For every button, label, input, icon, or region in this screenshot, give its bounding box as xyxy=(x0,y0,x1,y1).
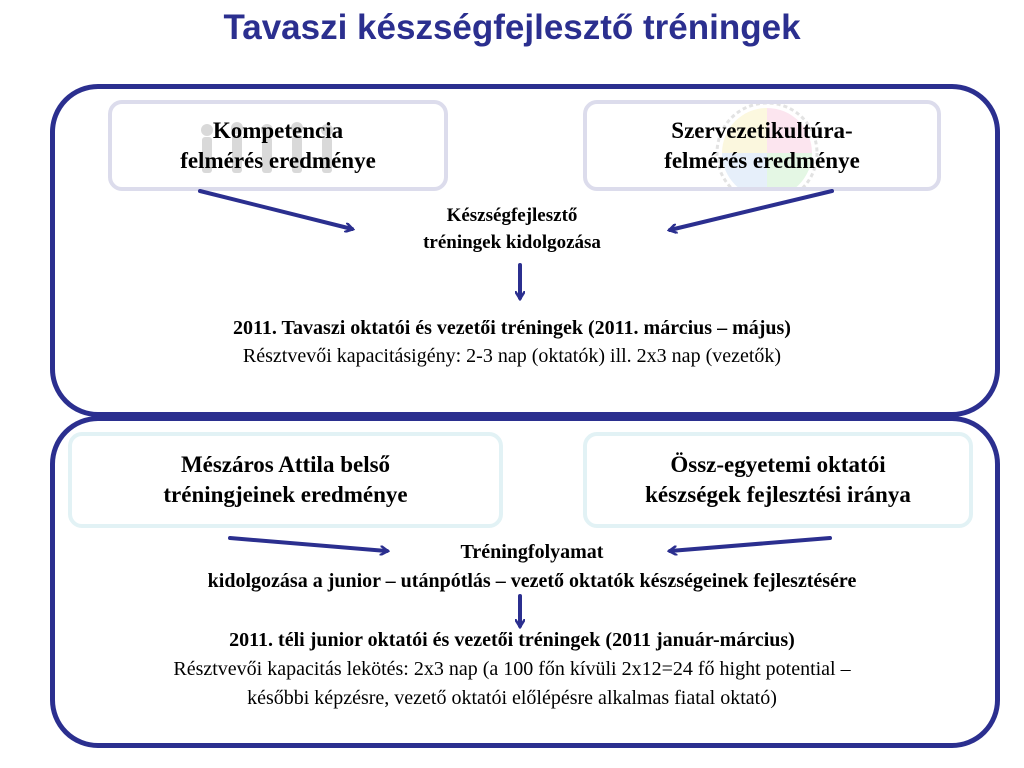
top-merge-line-1: Készségfejlesztő xyxy=(446,205,578,226)
slide-title: Tavaszi készségfejlesztő tréningek xyxy=(223,8,801,47)
university-line-1: Össz-egyetemi oktatói xyxy=(670,452,886,477)
bottom-merge-label xyxy=(20,538,1024,596)
culture-line-1: Szervezetikultúra- xyxy=(671,117,853,143)
top-merge-label xyxy=(0,202,1024,256)
bottom-merge-line-1: Tréningfolyamat xyxy=(460,541,604,563)
culture-result-box xyxy=(583,100,941,191)
meszaros-result-box xyxy=(68,432,503,528)
bottom-result-line-2: Résztvevői kapacitás lekötés: 2x3 nap (a 100 főn kívüli 2x12=24 fő hight potential – xyxy=(173,658,851,680)
competency-line-2: felmérés eredménye xyxy=(180,147,376,173)
top-result-text xyxy=(0,314,1024,370)
culture-line-2: felmérés eredménye xyxy=(664,147,860,173)
university-line-2: készségek fejlesztési iránya xyxy=(645,482,911,507)
top-merge-line-2: tréningek kidolgozása xyxy=(423,232,601,253)
bottom-result-text xyxy=(0,626,1024,713)
meszaros-line-2: tréningjeinek eredménye xyxy=(163,482,408,507)
bottom-result-line-3: későbbi képzésre, vezető oktatói előlépésre alkalmas fiatal oktató) xyxy=(247,687,777,709)
university-direction-box xyxy=(583,432,973,528)
competency-result-box xyxy=(108,100,448,191)
competency-line-1: Kompetencia xyxy=(212,117,344,143)
bottom-merge-line-2: kidolgozása a junior – utánpótlás – vezető oktatók készségeinek fejlesztésére xyxy=(207,570,857,592)
top-result-line-2: Résztvevői kapacitásigény: 2-3 nap (oktatók) ill. 2x3 nap (vezetők) xyxy=(242,345,782,367)
meszaros-line-1: Mészáros Attila belső xyxy=(180,452,391,477)
top-result-line-1: 2011. Tavaszi oktatói és vezetői tréningek (2011. március – május) xyxy=(233,317,791,339)
bottom-result-line-1: 2011. téli junior oktatói és vezetői tréningek (2011 január-március) xyxy=(229,629,795,651)
